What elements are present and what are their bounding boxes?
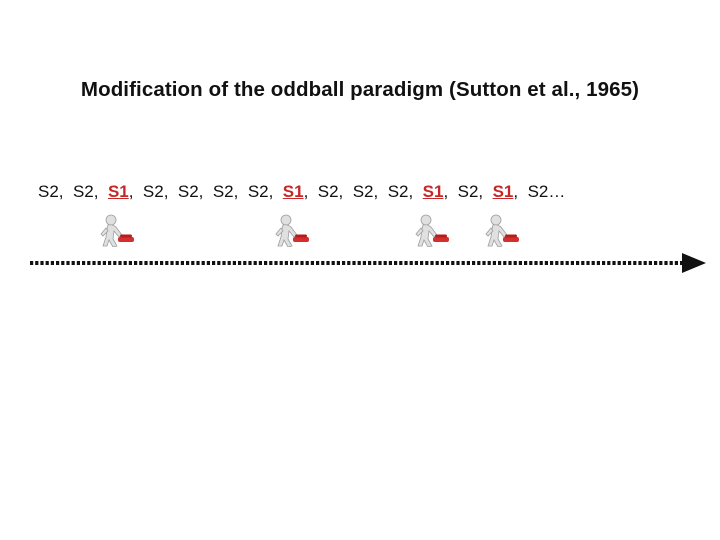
- slide-title: Modification of the oddball paradigm (Sutton et al., 1965): [80, 78, 640, 101]
- sequence-separator: ,: [408, 182, 423, 201]
- sequence-separator: ,: [373, 182, 388, 201]
- timeline-arrowhead: [682, 253, 706, 273]
- sequence-separator: ,: [513, 182, 528, 201]
- stimulus-standard-s2: S2: [387, 182, 409, 201]
- person-pressing-button-icon: [483, 213, 523, 247]
- stimulus-sequence: [38, 182, 565, 202]
- person-pressing-button-icon: [273, 213, 313, 247]
- sequence-separator: ,: [93, 182, 108, 201]
- sequence-separator: ,: [128, 182, 143, 201]
- stimulus-target-s1: S1: [492, 182, 514, 201]
- sequence-separator: ,: [58, 182, 73, 201]
- stimulus-standard-s2: S2: [352, 182, 374, 201]
- stimulus-target-s1: S1: [422, 182, 444, 201]
- stimulus-standard-s2: S2: [457, 182, 479, 201]
- stimulus-standard-s2: S2: [38, 182, 59, 201]
- sequence-separator: ,: [443, 182, 458, 201]
- sequence-separator: ,: [233, 182, 248, 201]
- stimulus-standard-s2: S2: [177, 182, 199, 201]
- dotted-arrow-icon: [30, 251, 706, 275]
- stimulus-standard-s2: S2: [72, 182, 94, 201]
- stimulus-standard-s2: S2: [212, 182, 234, 201]
- sequence-separator: ,: [163, 182, 178, 201]
- sequence-separator: ,: [303, 182, 318, 201]
- sequence-separator: ,: [198, 182, 213, 201]
- stimulus-standard-s2: S2: [247, 182, 269, 201]
- stimulus-standard-s2: S2…: [527, 182, 566, 201]
- timeline-arrow: [30, 251, 706, 275]
- stimulus-standard-s2: S2: [142, 182, 164, 201]
- person-pressing-button-icon: [98, 213, 138, 247]
- sequence-separator: ,: [338, 182, 353, 201]
- stimulus-target-s1: S1: [282, 182, 304, 201]
- stimulus-standard-s2: S2: [317, 182, 339, 201]
- sequence-separator: ,: [478, 182, 493, 201]
- sequence-separator: ,: [268, 182, 283, 201]
- person-pressing-button-icon: [413, 213, 453, 247]
- stimulus-target-s1: S1: [107, 182, 129, 201]
